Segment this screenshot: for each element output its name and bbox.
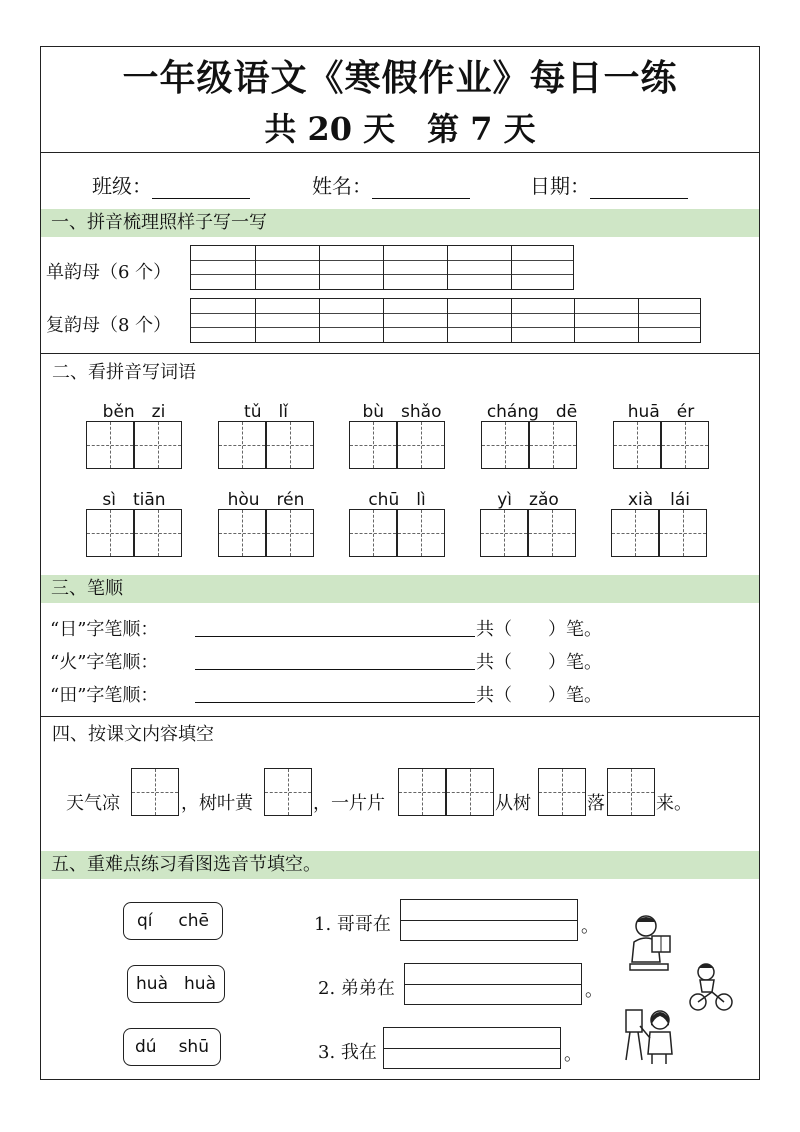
syllable: huà bbox=[136, 974, 168, 994]
syllable: huà bbox=[184, 974, 216, 994]
pinyin-label: sì tiān bbox=[102, 490, 166, 510]
writing-box[interactable] bbox=[528, 509, 576, 557]
syllable: dú bbox=[135, 1037, 157, 1057]
name-label: 姓名： bbox=[312, 174, 372, 198]
sentence-suffix: 。 bbox=[564, 1044, 582, 1065]
pinyin-label: běn zi bbox=[102, 402, 166, 422]
writing-box[interactable] bbox=[86, 421, 134, 469]
section-5-header: 五、重难点练习看图选音节填空。 bbox=[41, 851, 759, 879]
page-subtitle: 共 20 天 第 7 天 bbox=[264, 110, 536, 148]
pinyin-label: xià lái bbox=[627, 490, 691, 510]
class-label: 班级： bbox=[92, 174, 152, 198]
writing-box[interactable] bbox=[611, 509, 659, 557]
pinyin-label: cháng dē bbox=[486, 402, 578, 422]
syllable-card[interactable] bbox=[123, 1028, 221, 1066]
answer-box[interactable] bbox=[404, 963, 582, 1005]
writing-box[interactable] bbox=[218, 509, 266, 557]
stroke-count: 共（ ）笔。 bbox=[476, 652, 602, 673]
writing-box[interactable] bbox=[397, 509, 445, 557]
section-4-header: 四、按课文内容填空 bbox=[52, 724, 214, 745]
stroke-order-line[interactable] bbox=[195, 636, 475, 637]
pinyin-label: tǔ lǐ bbox=[244, 402, 288, 422]
pinyin-label: bù shǎo bbox=[362, 402, 442, 422]
syllable: shū bbox=[178, 1037, 209, 1057]
writing-box[interactable] bbox=[613, 421, 661, 469]
writing-box[interactable] bbox=[266, 509, 314, 557]
fill-text: ，树叶黄 bbox=[181, 793, 253, 814]
fill-box[interactable] bbox=[398, 768, 446, 816]
date-field[interactable] bbox=[530, 170, 688, 199]
stroke-label-ri: “日”字笔顺： bbox=[50, 619, 159, 640]
pinyin-label: chū lì bbox=[368, 490, 426, 510]
divider bbox=[40, 716, 760, 717]
writing-box[interactable] bbox=[134, 509, 182, 557]
writing-box[interactable] bbox=[349, 509, 397, 557]
pinyin-label: hòu rén bbox=[227, 490, 305, 510]
fill-box[interactable] bbox=[264, 768, 312, 816]
divider bbox=[40, 353, 760, 354]
pinyin-label: huā ér bbox=[627, 402, 695, 422]
section-3-header: 三、笔顺 bbox=[41, 575, 759, 603]
writing-box[interactable] bbox=[480, 509, 528, 557]
fill-text: 来。 bbox=[656, 793, 692, 814]
stroke-order-line[interactable] bbox=[195, 702, 475, 703]
date-blank[interactable] bbox=[590, 178, 688, 199]
fill-box[interactable] bbox=[446, 768, 494, 816]
syllable-card[interactable] bbox=[123, 902, 223, 940]
writing-box[interactable] bbox=[266, 421, 314, 469]
compound-finals-grid[interactable] bbox=[190, 298, 701, 343]
sentence-suffix: 。 bbox=[585, 980, 603, 1001]
answer-box[interactable] bbox=[400, 899, 578, 941]
fill-text: 落 bbox=[587, 793, 605, 814]
writing-box[interactable] bbox=[481, 421, 529, 469]
writing-box[interactable] bbox=[661, 421, 709, 469]
sentence-prefix: 3. 我在 bbox=[318, 1042, 377, 1063]
class-blank[interactable] bbox=[152, 178, 250, 199]
fill-box[interactable] bbox=[607, 768, 655, 816]
fill-box[interactable] bbox=[131, 768, 179, 816]
single-finals-grid[interactable] bbox=[190, 245, 574, 290]
syllable: chē bbox=[178, 911, 210, 931]
writing-box[interactable] bbox=[659, 509, 707, 557]
writing-box[interactable] bbox=[397, 421, 445, 469]
section-2-header: 二、看拼音写词语 bbox=[52, 362, 196, 383]
writing-box[interactable] bbox=[349, 421, 397, 469]
stroke-label-huo: “火”字笔顺： bbox=[50, 652, 159, 673]
single-finals-label: 单韵母（6 个） bbox=[46, 262, 172, 283]
divider bbox=[40, 152, 760, 153]
stroke-label-tian: “田”字笔顺： bbox=[50, 685, 159, 706]
stroke-count: 共（ ）笔。 bbox=[476, 619, 602, 640]
writing-box[interactable] bbox=[529, 421, 577, 469]
stroke-order-line[interactable] bbox=[195, 669, 475, 670]
pinyin-label: yì zǎo bbox=[497, 490, 559, 510]
painting-child-illustration bbox=[622, 1004, 678, 1068]
fill-text: 从树 bbox=[495, 793, 531, 814]
writing-box[interactable] bbox=[86, 509, 134, 557]
stroke-count: 共（ ）笔。 bbox=[476, 685, 602, 706]
fill-box[interactable] bbox=[538, 768, 586, 816]
class-field[interactable] bbox=[92, 170, 250, 199]
fill-text: ，一片片 bbox=[313, 793, 385, 814]
syllable-card[interactable] bbox=[127, 965, 225, 1003]
reading-child-illustration bbox=[624, 912, 678, 976]
name-blank[interactable] bbox=[372, 178, 470, 199]
syllable: qí bbox=[136, 911, 153, 931]
date-label: 日期： bbox=[530, 174, 590, 198]
fill-text: 天气凉 bbox=[66, 793, 120, 814]
sentence-prefix: 1. 哥哥在 bbox=[314, 914, 391, 935]
writing-box[interactable] bbox=[218, 421, 266, 469]
answer-box[interactable] bbox=[383, 1027, 561, 1069]
sentence-suffix: 。 bbox=[581, 916, 599, 937]
compound-finals-label: 复韵母（8 个） bbox=[46, 315, 172, 336]
writing-box[interactable] bbox=[134, 421, 182, 469]
sentence-prefix: 2. 弟弟在 bbox=[318, 978, 395, 999]
cycling-child-illustration bbox=[686, 962, 736, 1014]
page-title: 一年级语文《寒假作业》每日一练 bbox=[122, 57, 678, 99]
section-1-header: 一、拼音梳理照样子写一写 bbox=[41, 209, 759, 237]
name-field[interactable] bbox=[312, 170, 470, 199]
